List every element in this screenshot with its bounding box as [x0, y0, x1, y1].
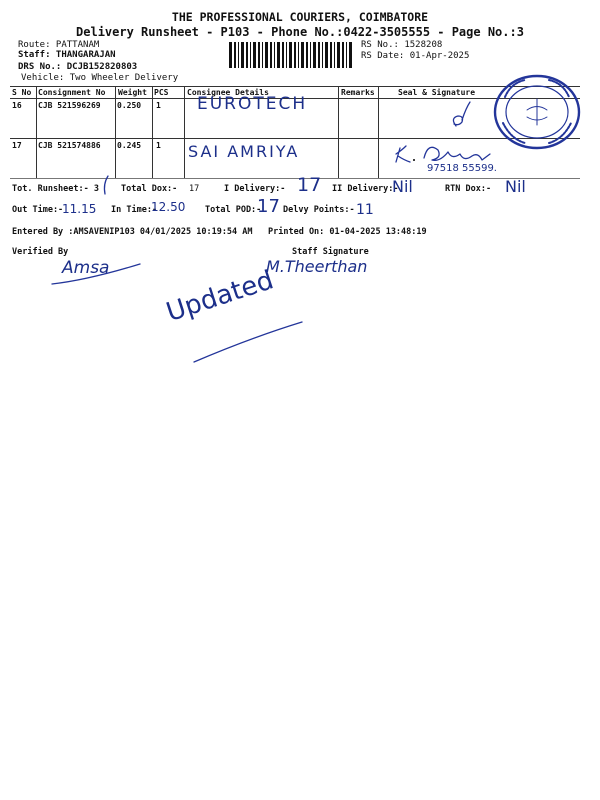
signature-row16 — [446, 100, 476, 130]
barcode — [229, 42, 352, 68]
out-time-label: Out Time:- — [12, 205, 64, 215]
route-label: Route: PATTANAM — [18, 40, 100, 50]
table-row-consignment: CJB 521574886 — [38, 141, 101, 150]
staff-label: Staff: THANGARAJAN — [18, 50, 116, 60]
ii-delivery-value: Nil — [392, 177, 413, 196]
total-pod-label: Total POD:- — [205, 205, 262, 215]
out-time-value: 11.15 — [62, 202, 97, 216]
tot-runsheet: Tot. Runsheet:- 3 — [12, 184, 99, 194]
rtn-dox-value: Nil — [505, 177, 526, 196]
consignee-eurotech: EUROTECH — [197, 94, 308, 114]
rtn-dox-label: RTN Dox:- — [445, 184, 492, 194]
col-pcs: PCS — [154, 88, 169, 97]
in-time-label: In Time:- — [111, 205, 158, 215]
table-row-pcs: 1 — [156, 141, 161, 150]
total-dox-label: Total Dox:- — [121, 184, 178, 194]
updated-note: Updated — [162, 265, 278, 328]
staff-signature-label: Staff Signature — [292, 247, 369, 257]
rs-number: RS No.: 1528208 — [361, 40, 443, 50]
receiver-phone: 97518 55599. — [427, 163, 497, 174]
staff-signature: M.Theerthan — [266, 257, 368, 276]
col-remarks: Remarks — [341, 88, 375, 97]
entered-by: Entered By :AMSAVENIP103 04/01/2025 10:19:54 AM — [12, 227, 253, 237]
total-dox-value: 17 — [189, 184, 200, 194]
table-row-sno: 17 — [12, 141, 22, 150]
delvy-points-value: 11 — [356, 202, 374, 218]
table-row-consignment: CJB 521596269 — [38, 101, 101, 110]
table-row-pcs: 1 — [156, 101, 161, 110]
i-delivery-value: 17 — [297, 174, 322, 196]
company-title: THE PROFESSIONAL COURIERS, COIMBATORE — [171, 10, 429, 24]
verified-by-label: Verified By — [12, 247, 69, 257]
col-consignee: Consignee Details — [187, 88, 269, 97]
tick-mark — [100, 174, 112, 196]
col-seal-signature: Seal & Signature — [398, 88, 476, 97]
consignee-sai-amriya: SAI AMRIYA — [188, 142, 300, 161]
verified-signature: Amsa — [62, 258, 110, 278]
table-row-weight: 0.245 — [117, 141, 142, 150]
col-weight: Weight — [118, 88, 147, 97]
vehicle-label: Vehicle: Two Wheeler Delivery — [21, 73, 179, 83]
rs-date: RS Date: 01-Apr-2025 — [361, 51, 470, 61]
col-sno: S No — [12, 88, 32, 97]
i-delivery-label: I Delivery:- — [224, 184, 286, 194]
printed-on: Printed On: 01-04-2025 13:48:19 — [268, 227, 427, 237]
signature-row17 — [390, 140, 500, 168]
table-row-weight: 0.250 — [117, 101, 142, 110]
runsheet-subtitle: Delivery Runsheet - P103 - Phone No.:0422-3505555 - Page No.:3 — [76, 25, 524, 39]
delvy-points-label: Delvy Points:- — [283, 205, 355, 215]
updated-underline — [190, 318, 310, 368]
in-time-value: 12.50 — [151, 200, 186, 214]
table-row-sno: 16 — [12, 101, 22, 110]
total-pod-value: 17 — [257, 196, 280, 217]
verified-underline — [48, 262, 148, 292]
col-consignment: Consignment No — [38, 88, 106, 97]
drs-number: DRS No.: DCJB152820803 — [18, 62, 138, 72]
ii-delivery-label: II Delivery:- — [332, 184, 399, 194]
company-seal-stamp — [491, 73, 583, 153]
